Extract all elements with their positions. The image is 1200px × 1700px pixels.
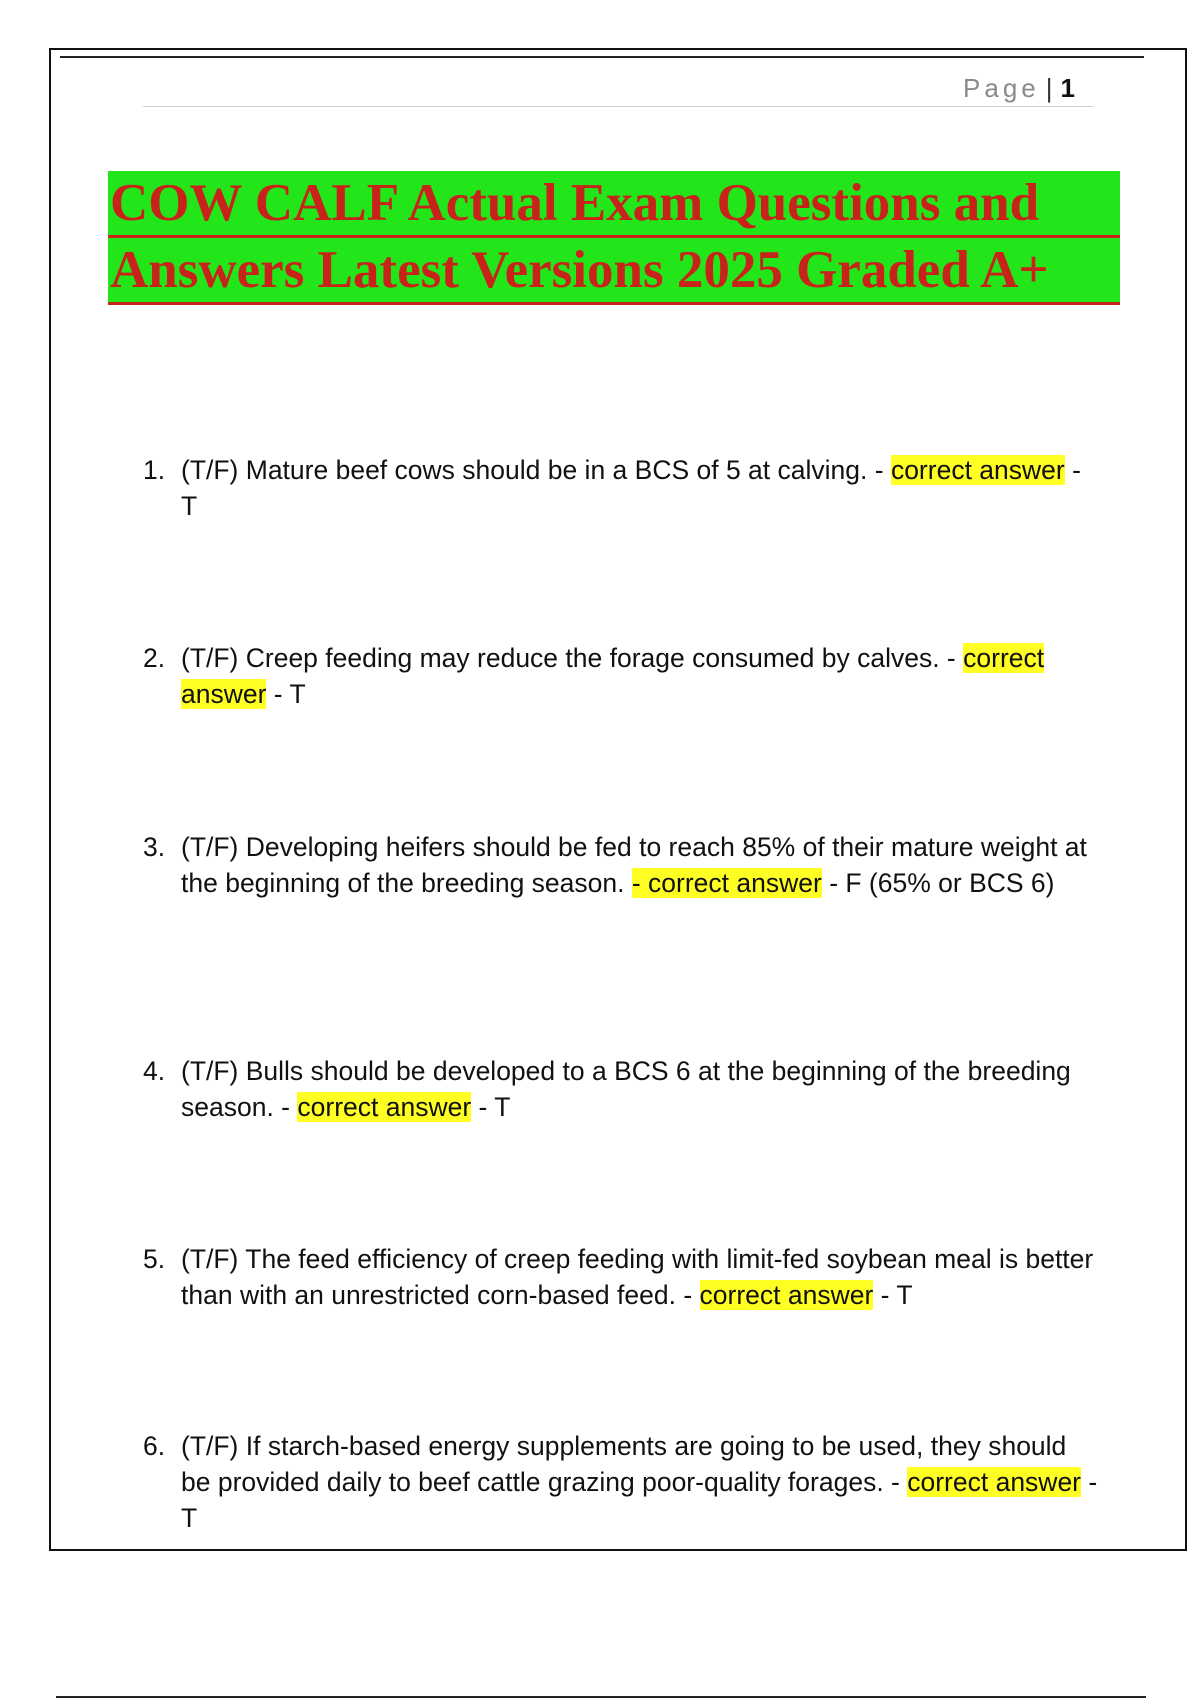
page-number: 1 [1060,73,1075,103]
title-line-1: COW CALF Actual Exam Questions and [108,171,1120,238]
answer-value: - F (65% or BCS 6) [821,868,1055,898]
question-item-6 [143,1428,1103,1536]
answer-value: - T [873,1280,913,1310]
answer-highlight: correct answer [699,1280,874,1310]
question-text: (T/F) Developing heifers should be fed to reach 85% of their mature weight at the beginning of the breeding season. [181,832,1087,898]
document-title [108,171,1120,305]
question-item-2 [143,640,1103,712]
question-text: (T/F) The feed efficiency of creep feeding with limit-fed soybean meal is better than with an unrestricted corn-based feed. - [181,1244,1094,1310]
question-item-1 [143,452,1103,524]
question-item-5 [143,1241,1103,1313]
title-line-2: Answers Latest Versions 2025 Graded A+ [108,238,1120,305]
page-label: Page [963,73,1040,103]
question-text: (T/F) Creep feeding may reduce the forage consumed by calves. - [181,643,964,673]
question-number: 5. [143,1244,166,1274]
question-number: 1. [143,455,166,485]
answer-value: - T [471,1092,511,1122]
answer-value: - T [181,455,1081,521]
answer-highlight: correct answer [907,1467,1082,1497]
question-text: (T/F) Bulls should be developed to a BCS 6 at the beginning of the breeding season. - [181,1056,1071,1122]
question-item-3 [143,829,1103,901]
question-text: (T/F) If starch-based energy supplements are going to be used, they should be provided daily to beef cattle grazing poor-quality forages. - [181,1431,1067,1497]
answer-value: - T [266,679,306,709]
question-item-4 [143,1053,1103,1125]
question-text: (T/F) Mature beef cows should be in a BCS of 5 at calving. - [181,455,891,485]
answer-highlight: - correct answer [631,868,822,898]
answer-highlight: correct answer [181,643,1045,709]
answer-highlight: correct answer [297,1092,472,1122]
answer-highlight: correct answer [890,455,1065,485]
bottom-rule [56,1696,1146,1698]
page-separator: | [1045,73,1053,103]
question-number: 3. [143,832,166,862]
answer-value: - T [181,1467,1098,1533]
question-number: 2. [143,643,166,673]
question-number: 6. [143,1431,166,1461]
page-header [143,70,1093,107]
question-number: 4. [143,1056,166,1086]
